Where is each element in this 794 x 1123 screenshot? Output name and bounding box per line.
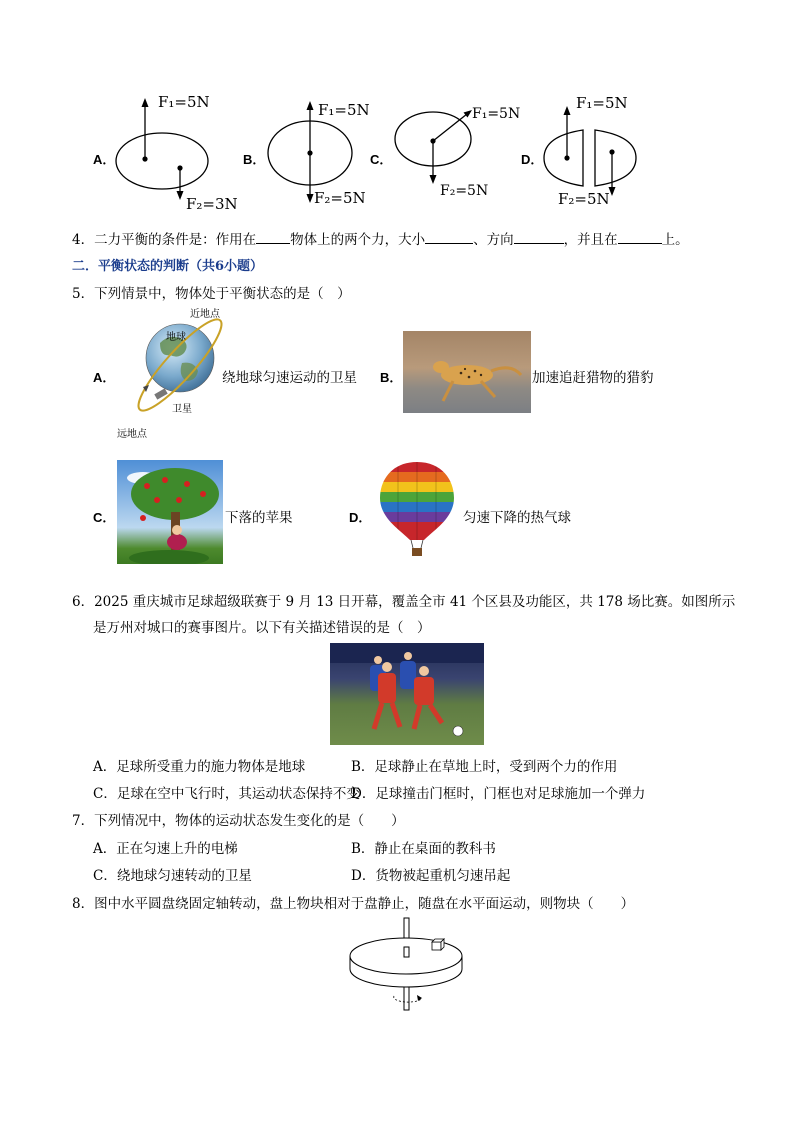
q5-option-a-label[interactable]: A． bbox=[93, 370, 116, 385]
q3-option-a-label[interactable]: A． bbox=[93, 152, 116, 167]
q5-option-d-label[interactable]: D． bbox=[349, 510, 372, 525]
apple-tree-photo bbox=[117, 460, 223, 564]
q3-option-c-label[interactable]: C． bbox=[370, 152, 393, 167]
q4-text-3: 、方向 bbox=[473, 232, 514, 248]
q3-a-f1-label: F₁=5N bbox=[158, 93, 210, 111]
q6-option-d[interactable]: D．足球撞击门框时，门框也对足球施加一个弹力 bbox=[351, 786, 646, 802]
q4-text-1: 4．二力平衡的条件是：作用在 bbox=[72, 232, 257, 248]
q8-stem: 8．图中水平圆盘绕固定轴转动，盘上物块相对于盘静止，随盘在水平面运动，则物块（ ） bbox=[72, 896, 635, 912]
fig-near-point-label: 近地点 bbox=[190, 309, 220, 320]
q6-stem-line1: 6．2025 重庆城市足球超级联赛于 9 月 13 日开幕，覆盖全市 41 个区县及功能区，共 178 场比赛。如图所示 bbox=[72, 594, 736, 610]
section-heading: 二．平衡状态的判断（共6小题） bbox=[72, 259, 264, 274]
q4-blank-1[interactable] bbox=[256, 231, 290, 244]
q5-option-d-text: 匀速下降的热气球 bbox=[463, 510, 571, 526]
fig-far-point-label: 远地点 bbox=[117, 429, 147, 440]
q3-b-f1-label: F₁=5N bbox=[318, 101, 370, 119]
q5-option-b-text: 加速追赶猎物的猎豹 bbox=[532, 370, 654, 386]
q7-option-d[interactable]: D．货物被起重机匀速吊起 bbox=[351, 868, 511, 884]
rotating-disk-figure bbox=[345, 915, 465, 1013]
cheetah-photo bbox=[403, 331, 531, 413]
q3-b-f2-label: F₂=5N bbox=[314, 189, 366, 207]
fig-satellite-label: 卫星 bbox=[172, 404, 192, 415]
q3-a-f2-label: F₂=3N bbox=[186, 195, 238, 213]
q4-blank-4[interactable] bbox=[618, 231, 662, 244]
q3-option-b-label[interactable]: B． bbox=[243, 152, 266, 167]
q3-option-d-label[interactable]: D． bbox=[521, 152, 544, 167]
q7-option-c[interactable]: C．绕地球匀速转动的卫星 bbox=[93, 868, 252, 884]
q6-option-a[interactable]: A．足球所受重力的施力物体是地球 bbox=[93, 759, 306, 775]
q5-option-b-label[interactable]: B． bbox=[380, 370, 403, 385]
q3-c-f1-label: F₁=5N bbox=[472, 106, 521, 122]
q3-d-f1-label: F₁=5N bbox=[576, 94, 628, 112]
q6-stem-line2: 是万州对城口的赛事图片。以下有关描述错误的是（ ） bbox=[93, 620, 431, 636]
q7-stem: 7．下列情况中，物体的运动状态发生变化的是（ ） bbox=[72, 813, 405, 829]
q4-blank-3[interactable] bbox=[514, 231, 564, 244]
q4-question bbox=[72, 228, 689, 248]
q4-blank-2[interactable] bbox=[425, 231, 473, 244]
q4-text-5: 上。 bbox=[661, 232, 689, 248]
q4-text-2: 物体上的两个力，大小 bbox=[290, 232, 426, 248]
q5-stem: 5．下列情景中，物体处于平衡状态的是（ ） bbox=[72, 286, 351, 302]
fig-earth-label: 地球 bbox=[166, 332, 186, 343]
q4-text-4: ，并且在 bbox=[563, 232, 618, 248]
q5-option-c-text: 下落的苹果 bbox=[225, 510, 293, 526]
q6-option-b[interactable]: B．足球静止在草地上时，受到两个力的作用 bbox=[351, 759, 618, 775]
q5-option-a-text: 绕地球匀速运动的卫星 bbox=[222, 370, 357, 386]
q3-c-f2-label: F₂=5N bbox=[440, 183, 489, 199]
q7-option-b[interactable]: B．静止在桌面的教科书 bbox=[351, 841, 496, 857]
q6-option-c[interactable]: C．足球在空中飞行时，其运动状态保持不变 bbox=[93, 786, 360, 802]
q5-option-c-label[interactable]: C． bbox=[93, 510, 116, 525]
satellite-orbit-figure bbox=[112, 303, 230, 438]
q3-d-f2-label: F₂=5N bbox=[558, 190, 610, 208]
q7-option-a[interactable]: A．正在匀速上升的电梯 bbox=[93, 841, 238, 857]
football-match-photo bbox=[330, 643, 484, 745]
hot-air-balloon-figure bbox=[378, 460, 456, 560]
